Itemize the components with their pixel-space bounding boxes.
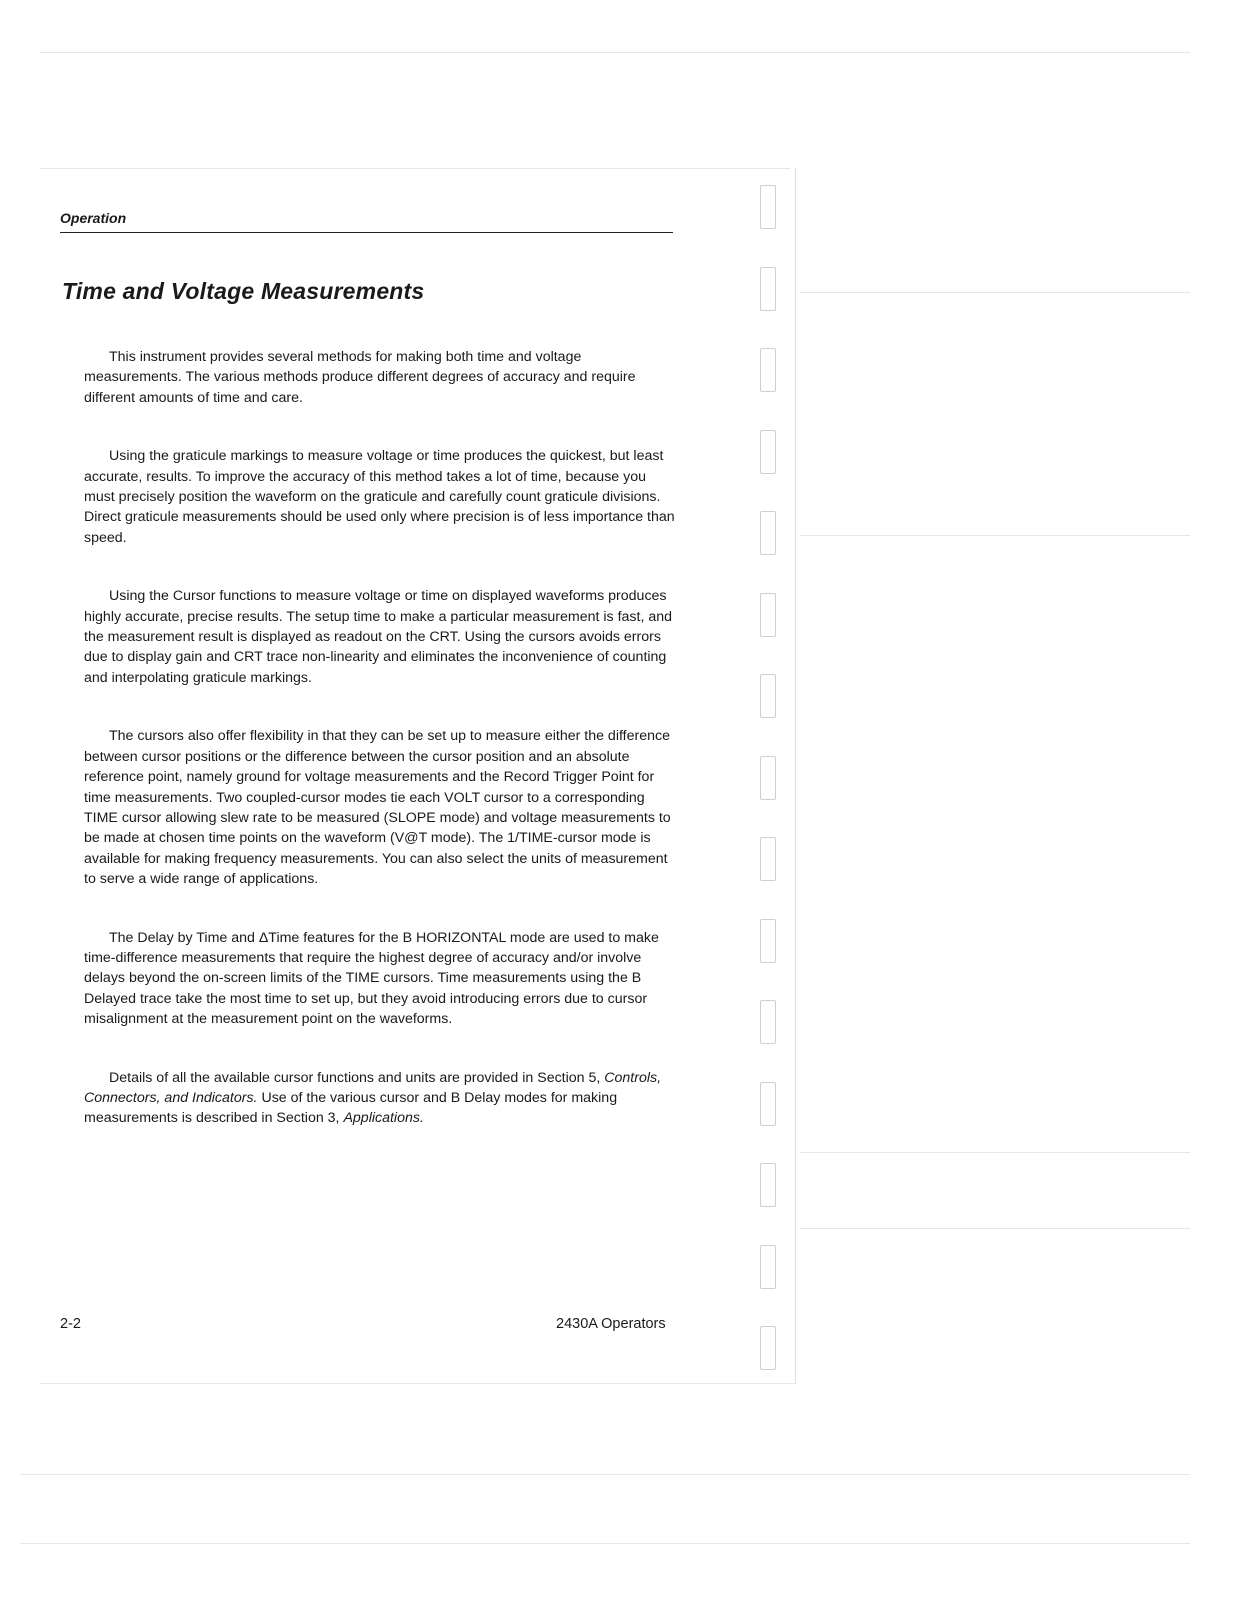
page-number: 2-2 bbox=[60, 1316, 81, 1332]
section-header: Operation bbox=[60, 210, 127, 226]
scan-edge-right-4 bbox=[800, 1228, 1190, 1229]
paragraph-cursor-functions: Using the Cursor functions to measure voltage or time on displayed waveforms produces highly accurate, precise results. The setup time to make a particular measurement is fast, and the measurement result is displayed as readout on the CRT. Using the cursors avoids errors due to display gain and CRT trace non-linearity and eliminates the inconvenience of counting and interpolating graticule markings. bbox=[84, 588, 673, 686]
paragraph-cursor-flexibility: The cursors also offer flexibility in that they can be set up to measure either the difference between cursor positions or the difference between the cursor position and an absolute reference point, namely ground for voltage measurements and the Record Trigger Point for time measurements. Two coupled-cursor modes tie each VOLT cursor to a corresponding TIME cursor allowing slew rate to be measured (SLOPE mode) and voltage measurements to be made at chosen time points on the waveform (V@T mode). The 1/TIME-cursor mode is available for making frequency measurements. You can also select the units of measurement to serve a wide range of applications. bbox=[84, 728, 671, 888]
scan-edge-lower bbox=[20, 1474, 1190, 1475]
page-right-edge bbox=[795, 168, 796, 1384]
binder-tab bbox=[760, 674, 776, 718]
binder-tab bbox=[760, 756, 776, 800]
binder-tab bbox=[760, 430, 776, 474]
paragraph-details bbox=[84, 1068, 679, 1129]
binder-tab bbox=[760, 1163, 776, 1207]
binder-tab bbox=[760, 593, 776, 637]
paragraph-delay-by-time: The Delay by Time and ΔTime features for the B HORIZONTAL mode are used to make time-difference measurements that require the highest degree of accuracy and/or involve delays beyond the on-screen limits of the TIME cursors. Time measurements using the B Delayed trace take the most time to set up, but they avoid introducing errors due to cursor misalignment at the measurement point on the waveforms. bbox=[84, 929, 659, 1028]
paragraph-graticule: Using the graticule markings to measure voltage or time produces the quickest, but least accurate, results. To improve the accuracy of this method takes a lot of time, because you must precisely position the waveform on the graticule and carefully count graticule divisions. Direct graticule measurements should be used only where precision is of less importance than speed. bbox=[84, 448, 675, 546]
binder-tab bbox=[760, 1000, 776, 1044]
binder-tab bbox=[760, 1326, 776, 1370]
details-text-2: Use of the various cursor and B Delay modes for making measurements is described in Section 3, bbox=[84, 1089, 618, 1127]
details-italic-1: Controls, Connectors, and Indicators. bbox=[84, 1069, 662, 1106]
paragraph-methods: This instrument provides several methods for making both time and voltage measurements. The various methods produce different degrees of accuracy and require different amounts of time and care. bbox=[84, 349, 636, 406]
body-text bbox=[84, 347, 679, 1167]
binder-tab bbox=[760, 511, 776, 555]
scan-edge-top bbox=[40, 52, 1190, 53]
manual-name: 2430A Operators bbox=[556, 1316, 666, 1332]
details-italic-2: Applications. bbox=[343, 1110, 424, 1127]
binder-tab bbox=[760, 837, 776, 881]
scan-edge-right-2 bbox=[800, 535, 1190, 536]
binder-tab bbox=[760, 919, 776, 963]
scan-edge-bottom bbox=[40, 1383, 795, 1384]
page-title: Time and Voltage Measurements bbox=[62, 278, 425, 304]
binder-tab bbox=[760, 348, 776, 392]
scan-edge-footer bbox=[20, 1543, 1190, 1544]
scan-edge-right-1 bbox=[800, 292, 1190, 293]
binder-tab bbox=[760, 1245, 776, 1289]
scan-edge-header bbox=[40, 168, 790, 169]
binder-tab bbox=[760, 185, 776, 229]
details-text-1: Details of all the available cursor functions and units are provided in Section 5, bbox=[109, 1069, 605, 1086]
binder-tab bbox=[760, 1082, 776, 1126]
scan-edge-right-3 bbox=[800, 1152, 1190, 1153]
binder-tab bbox=[760, 267, 776, 311]
header-rule bbox=[60, 232, 673, 233]
